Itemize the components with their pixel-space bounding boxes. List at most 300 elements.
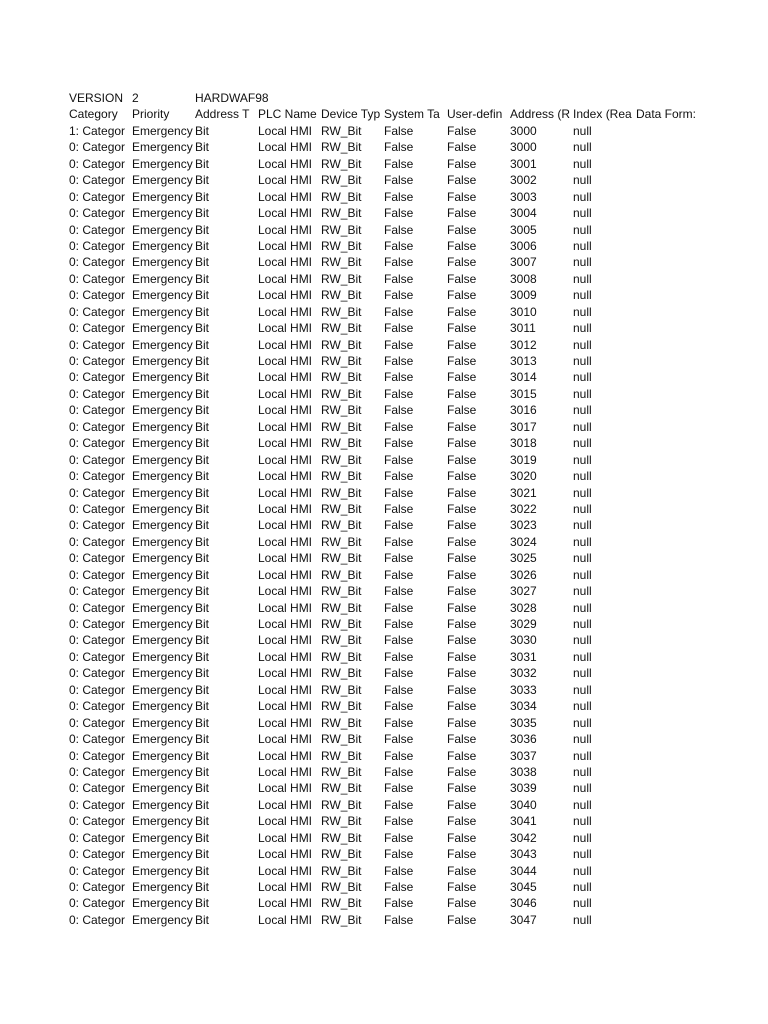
category-cell: 0: Categor	[69, 534, 126, 549]
table-row	[69, 731, 699, 747]
device-type-cell: RW_Bit	[321, 682, 362, 697]
system-tag-cell: False	[384, 781, 414, 796]
table-row	[69, 846, 699, 862]
table-row	[69, 780, 699, 796]
spreadsheet-table	[69, 90, 699, 928]
address-type-cell: Bit	[195, 403, 210, 418]
device-type-cell: RW_Bit	[321, 649, 362, 664]
address-read-cell: 3008	[510, 271, 537, 286]
device-type-cell: RW_Bit	[321, 551, 362, 566]
address-type-cell: Bit	[195, 600, 210, 615]
priority-cell: Emergency	[132, 567, 193, 582]
address-type-cell: Bit	[195, 452, 210, 467]
table-row	[69, 665, 699, 681]
device-type-cell: RW_Bit	[321, 354, 362, 368]
address-type-cell: Bit	[195, 189, 210, 204]
category-cell: 0: Categor	[69, 255, 126, 270]
priority-cell: Emergency	[132, 469, 193, 484]
user-defined-cell: False	[447, 485, 477, 500]
plc-name-cell: Local HMI	[258, 880, 313, 894]
priority-cell: Emergency	[132, 584, 193, 599]
category-cell: 0: Categor	[69, 584, 126, 599]
system-tag-cell: False	[384, 567, 414, 582]
system-tag-cell: False	[384, 518, 414, 533]
priority-cell: Emergency	[132, 140, 193, 155]
plc-name-cell: Local HMI	[258, 912, 313, 927]
priority-cell: Emergency	[132, 830, 193, 845]
column-header-address-type: Address T	[195, 107, 250, 122]
index-read-cell: null	[573, 896, 592, 911]
category-cell: 0: Categor	[69, 370, 126, 385]
address-read-cell: 3041	[510, 814, 537, 829]
table-row	[69, 534, 699, 550]
system-tag-cell: False	[384, 732, 414, 747]
priority-cell: Emergency	[132, 732, 193, 747]
index-read-cell: null	[573, 485, 592, 500]
table-row	[69, 748, 699, 764]
plc-name-cell: Local HMI	[258, 469, 313, 484]
device-type-cell: RW_Bit	[321, 140, 362, 155]
device-type-cell: RW_Bit	[321, 896, 362, 911]
plc-name-cell: Local HMI	[258, 436, 313, 451]
address-read-cell: 3015	[510, 386, 537, 401]
priority-cell: Emergency	[132, 797, 193, 812]
device-type-cell: RW_Bit	[321, 501, 362, 516]
user-defined-cell: False	[447, 584, 477, 599]
user-defined-cell: False	[447, 682, 477, 697]
category-cell: 0: Categor	[69, 518, 126, 533]
index-read-cell: null	[573, 814, 592, 829]
priority-cell: Emergency	[132, 206, 193, 221]
hardware-label: HARDWAF98	[195, 91, 269, 105]
address-read-cell: 3038	[510, 764, 537, 779]
device-type-cell: RW_Bit	[321, 485, 362, 500]
table-row	[69, 435, 699, 451]
user-defined-cell: False	[447, 567, 477, 582]
address-type-cell: Bit	[195, 633, 210, 648]
user-defined-cell: False	[447, 764, 477, 779]
system-tag-cell: False	[384, 206, 414, 221]
system-tag-cell: False	[384, 403, 414, 418]
address-type-cell: Bit	[195, 206, 210, 221]
address-type-cell: Bit	[195, 649, 210, 664]
system-tag-cell: False	[384, 485, 414, 500]
address-type-cell: Bit	[195, 501, 210, 516]
table-row	[69, 205, 699, 221]
plc-name-cell: Local HMI	[258, 863, 313, 878]
user-defined-cell: False	[447, 814, 477, 829]
user-defined-cell: False	[447, 469, 477, 484]
table-row	[69, 879, 699, 895]
index-read-cell: null	[573, 649, 592, 664]
index-read-cell: null	[573, 238, 592, 253]
address-read-cell: 3031	[510, 649, 537, 664]
device-type-cell: RW_Bit	[321, 403, 362, 418]
address-type-cell: Bit	[195, 880, 210, 894]
address-read-cell: 3000	[510, 123, 537, 138]
address-type-cell: Bit	[195, 732, 210, 747]
index-read-cell: null	[573, 863, 592, 878]
device-type-cell: RW_Bit	[321, 584, 362, 599]
priority-cell: Emergency	[132, 419, 193, 434]
table-row	[69, 715, 699, 731]
address-type-cell: Bit	[195, 337, 210, 352]
priority-cell: Emergency	[132, 764, 193, 779]
table-row	[69, 600, 699, 616]
system-tag-cell: False	[384, 469, 414, 484]
user-defined-cell: False	[447, 797, 477, 812]
plc-name-cell: Local HMI	[258, 764, 313, 779]
system-tag-cell: False	[384, 436, 414, 451]
table-row	[69, 452, 699, 468]
priority-cell: Emergency	[132, 551, 193, 566]
address-read-cell: 3001	[510, 156, 537, 171]
address-read-cell: 3023	[510, 518, 537, 533]
priority-cell: Emergency	[132, 123, 193, 138]
priority-cell: Emergency	[132, 337, 193, 352]
address-type-cell: Bit	[195, 715, 210, 730]
priority-cell: Emergency	[132, 222, 193, 237]
category-cell: 1: Categor	[69, 123, 126, 138]
category-cell: 0: Categor	[69, 452, 126, 467]
user-defined-cell: False	[447, 518, 477, 533]
priority-cell: Emergency	[132, 748, 193, 763]
index-read-cell: null	[573, 304, 592, 319]
priority-cell: Emergency	[132, 386, 193, 401]
column-header-user-defined: User-defin	[447, 107, 503, 122]
index-read-cell: null	[573, 222, 592, 237]
device-type-cell: RW_Bit	[321, 386, 362, 401]
system-tag-cell: False	[384, 386, 414, 401]
plc-name-cell: Local HMI	[258, 682, 313, 697]
system-tag-cell: False	[384, 271, 414, 286]
plc-name-cell: Local HMI	[258, 649, 313, 664]
address-read-cell: 3006	[510, 238, 537, 253]
address-read-cell: 3035	[510, 715, 537, 730]
device-type-cell: RW_Bit	[321, 156, 362, 171]
priority-cell: Emergency	[132, 682, 193, 697]
table-row	[69, 682, 699, 698]
system-tag-cell: False	[384, 304, 414, 319]
category-cell: 0: Categor	[69, 567, 126, 582]
priority-cell: Emergency	[132, 501, 193, 516]
index-read-cell: null	[573, 764, 592, 779]
address-type-cell: Bit	[195, 912, 210, 927]
category-cell: 0: Categor	[69, 781, 126, 796]
index-read-cell: null	[573, 386, 592, 401]
address-type-cell: Bit	[195, 238, 210, 253]
system-tag-cell: False	[384, 863, 414, 878]
table-row	[69, 649, 699, 665]
index-read-cell: null	[573, 567, 592, 582]
category-cell: 0: Categor	[69, 863, 126, 878]
index-read-cell: null	[573, 584, 592, 599]
address-type-cell: Bit	[195, 666, 210, 681]
table-row	[69, 419, 699, 435]
index-read-cell: null	[573, 288, 592, 303]
index-read-cell: null	[573, 633, 592, 648]
priority-cell: Emergency	[132, 781, 193, 796]
address-read-cell: 3018	[510, 436, 537, 451]
table-row	[69, 912, 699, 928]
priority-cell: Emergency	[132, 156, 193, 171]
user-defined-cell: False	[447, 403, 477, 418]
priority-cell: Emergency	[132, 354, 193, 368]
device-type-cell: RW_Bit	[321, 534, 362, 549]
plc-name-cell: Local HMI	[258, 600, 313, 615]
table-row	[69, 386, 699, 402]
plc-name-cell: Local HMI	[258, 123, 313, 138]
plc-name-cell: Local HMI	[258, 518, 313, 533]
user-defined-cell: False	[447, 206, 477, 221]
address-read-cell: 3004	[510, 206, 537, 221]
index-read-cell: null	[573, 617, 592, 631]
plc-name-cell: Local HMI	[258, 271, 313, 286]
system-tag-cell: False	[384, 715, 414, 730]
address-type-cell: Bit	[195, 617, 210, 631]
system-tag-cell: False	[384, 748, 414, 763]
user-defined-cell: False	[447, 649, 477, 664]
address-type-cell: Bit	[195, 140, 210, 155]
system-tag-cell: False	[384, 814, 414, 829]
plc-name-cell: Local HMI	[258, 567, 313, 582]
index-read-cell: null	[573, 271, 592, 286]
index-read-cell: null	[573, 880, 592, 894]
address-type-cell: Bit	[195, 534, 210, 549]
plc-name-cell: Local HMI	[258, 403, 313, 418]
system-tag-cell: False	[384, 534, 414, 549]
address-type-cell: Bit	[195, 567, 210, 582]
address-read-cell: 3027	[510, 584, 537, 599]
plc-name-cell: Local HMI	[258, 501, 313, 516]
table-row	[69, 863, 699, 879]
address-type-cell: Bit	[195, 847, 210, 862]
system-tag-cell: False	[384, 880, 414, 894]
device-type-cell: RW_Bit	[321, 666, 362, 681]
plc-name-cell: Local HMI	[258, 847, 313, 862]
system-tag-cell: False	[384, 764, 414, 779]
plc-name-cell: Local HMI	[258, 551, 313, 566]
table-row	[69, 813, 699, 829]
priority-cell: Emergency	[132, 633, 193, 648]
column-header-data-format: Data Form:	[636, 107, 697, 122]
user-defined-cell: False	[447, 452, 477, 467]
category-cell: 0: Categor	[69, 699, 126, 714]
device-type-cell: RW_Bit	[321, 452, 362, 467]
index-read-cell: null	[573, 699, 592, 714]
plc-name-cell: Local HMI	[258, 715, 313, 730]
address-read-cell: 3007	[510, 255, 537, 270]
address-read-cell: 3005	[510, 222, 537, 237]
category-cell: 0: Categor	[69, 206, 126, 221]
address-read-cell: 3010	[510, 304, 537, 319]
category-cell: 0: Categor	[69, 173, 126, 188]
device-type-cell: RW_Bit	[321, 238, 362, 253]
column-header-device-type: Device Typ	[321, 107, 381, 122]
address-read-cell: 3012	[510, 337, 537, 352]
user-defined-cell: False	[447, 321, 477, 336]
table-row	[69, 156, 699, 172]
device-type-cell: RW_Bit	[321, 206, 362, 221]
table-row	[69, 698, 699, 714]
system-tag-cell: False	[384, 617, 414, 631]
address-read-cell: 3002	[510, 173, 537, 188]
system-tag-cell: False	[384, 633, 414, 648]
address-type-cell: Bit	[195, 896, 210, 911]
priority-cell: Emergency	[132, 304, 193, 319]
address-type-cell: Bit	[195, 551, 210, 566]
table-row	[69, 287, 699, 303]
category-cell: 0: Categor	[69, 354, 126, 368]
address-read-cell: 3030	[510, 633, 537, 648]
device-type-cell: RW_Bit	[321, 370, 362, 385]
device-type-cell: RW_Bit	[321, 321, 362, 336]
system-tag-cell: False	[384, 600, 414, 615]
address-read-cell: 3020	[510, 469, 537, 484]
device-type-cell: RW_Bit	[321, 419, 362, 434]
category-cell: 0: Categor	[69, 403, 126, 418]
user-defined-cell: False	[447, 156, 477, 171]
plc-name-cell: Local HMI	[258, 584, 313, 599]
plc-name-cell: Local HMI	[258, 617, 313, 631]
device-type-cell: RW_Bit	[321, 912, 362, 927]
category-cell: 0: Categor	[69, 732, 126, 747]
address-read-cell: 3011	[510, 321, 536, 336]
address-type-cell: Bit	[195, 469, 210, 484]
table-row	[69, 304, 699, 320]
user-defined-cell: False	[447, 501, 477, 516]
address-read-cell: 3034	[510, 699, 537, 714]
device-type-cell: RW_Bit	[321, 173, 362, 188]
category-cell: 0: Categor	[69, 321, 126, 336]
priority-cell: Emergency	[132, 600, 193, 615]
address-type-cell: Bit	[195, 682, 210, 697]
index-read-cell: null	[573, 847, 592, 862]
priority-cell: Emergency	[132, 896, 193, 911]
category-cell: 0: Categor	[69, 912, 126, 927]
system-tag-cell: False	[384, 156, 414, 171]
index-read-cell: null	[573, 501, 592, 516]
priority-cell: Emergency	[132, 173, 193, 188]
category-cell: 0: Categor	[69, 222, 126, 237]
address-type-cell: Bit	[195, 584, 210, 599]
priority-cell: Emergency	[132, 699, 193, 714]
table-row	[69, 353, 699, 369]
address-read-cell: 3028	[510, 600, 537, 615]
system-tag-cell: False	[384, 419, 414, 434]
index-read-cell: null	[573, 140, 592, 155]
user-defined-cell: False	[447, 222, 477, 237]
device-type-cell: RW_Bit	[321, 797, 362, 812]
table-row	[69, 271, 699, 287]
system-tag-cell: False	[384, 501, 414, 516]
device-type-cell: RW_Bit	[321, 880, 362, 894]
index-read-cell: null	[573, 189, 592, 204]
table-row	[69, 468, 699, 484]
index-read-cell: null	[573, 715, 592, 730]
user-defined-cell: False	[447, 600, 477, 615]
system-tag-cell: False	[384, 830, 414, 845]
user-defined-cell: False	[447, 238, 477, 253]
address-type-cell: Bit	[195, 370, 210, 385]
system-tag-cell: False	[384, 896, 414, 911]
user-defined-cell: False	[447, 370, 477, 385]
index-read-cell: null	[573, 436, 592, 451]
table-row	[69, 830, 699, 846]
system-tag-cell: False	[384, 699, 414, 714]
address-type-cell: Bit	[195, 255, 210, 270]
user-defined-cell: False	[447, 386, 477, 401]
column-header-address-read: Address (R	[510, 107, 571, 122]
address-read-cell: 3019	[510, 452, 537, 467]
category-cell: 0: Categor	[69, 469, 126, 484]
device-type-cell: RW_Bit	[321, 633, 362, 648]
index-read-cell: null	[573, 748, 592, 763]
category-cell: 0: Categor	[69, 337, 126, 352]
column-header-system-tag: System Ta	[384, 107, 440, 122]
priority-cell: Emergency	[132, 814, 193, 829]
device-type-cell: RW_Bit	[321, 748, 362, 763]
plc-name-cell: Local HMI	[258, 748, 313, 763]
device-type-cell: RW_Bit	[321, 781, 362, 796]
plc-name-cell: Local HMI	[258, 140, 313, 155]
user-defined-cell: False	[447, 189, 477, 204]
table-row	[69, 172, 699, 188]
plc-name-cell: Local HMI	[258, 354, 313, 368]
category-cell: 0: Categor	[69, 880, 126, 894]
user-defined-cell: False	[447, 699, 477, 714]
index-read-cell: null	[573, 797, 592, 812]
system-tag-cell: False	[384, 912, 414, 927]
address-type-cell: Bit	[195, 321, 210, 336]
table-row	[69, 797, 699, 813]
table-row	[69, 369, 699, 385]
plc-name-cell: Local HMI	[258, 321, 313, 336]
device-type-cell: RW_Bit	[321, 699, 362, 714]
priority-cell: Emergency	[132, 255, 193, 270]
system-tag-cell: False	[384, 238, 414, 253]
priority-cell: Emergency	[132, 715, 193, 730]
column-header-priority: Priority	[132, 107, 170, 122]
plc-name-cell: Local HMI	[258, 452, 313, 467]
table-row	[69, 616, 699, 632]
index-read-cell: null	[573, 123, 592, 138]
plc-name-cell: Local HMI	[258, 222, 313, 237]
category-cell: 0: Categor	[69, 501, 126, 516]
priority-cell: Emergency	[132, 321, 193, 336]
plc-name-cell: Local HMI	[258, 189, 313, 204]
user-defined-cell: False	[447, 633, 477, 648]
address-read-cell: 3042	[510, 830, 537, 845]
index-read-cell: null	[573, 534, 592, 549]
index-read-cell: null	[573, 781, 592, 796]
plc-name-cell: Local HMI	[258, 288, 313, 303]
plc-name-cell: Local HMI	[258, 337, 313, 352]
address-type-cell: Bit	[195, 518, 210, 533]
category-cell: 0: Categor	[69, 140, 126, 155]
device-type-cell: RW_Bit	[321, 288, 362, 303]
address-read-cell: 3045	[510, 880, 537, 894]
category-cell: 0: Categor	[69, 288, 126, 303]
user-defined-cell: False	[447, 781, 477, 796]
priority-cell: Emergency	[132, 238, 193, 253]
index-read-cell: null	[573, 370, 592, 385]
index-read-cell: null	[573, 518, 592, 533]
priority-cell: Emergency	[132, 189, 193, 204]
index-read-cell: null	[573, 419, 592, 434]
address-type-cell: Bit	[195, 156, 210, 171]
device-type-cell: RW_Bit	[321, 436, 362, 451]
